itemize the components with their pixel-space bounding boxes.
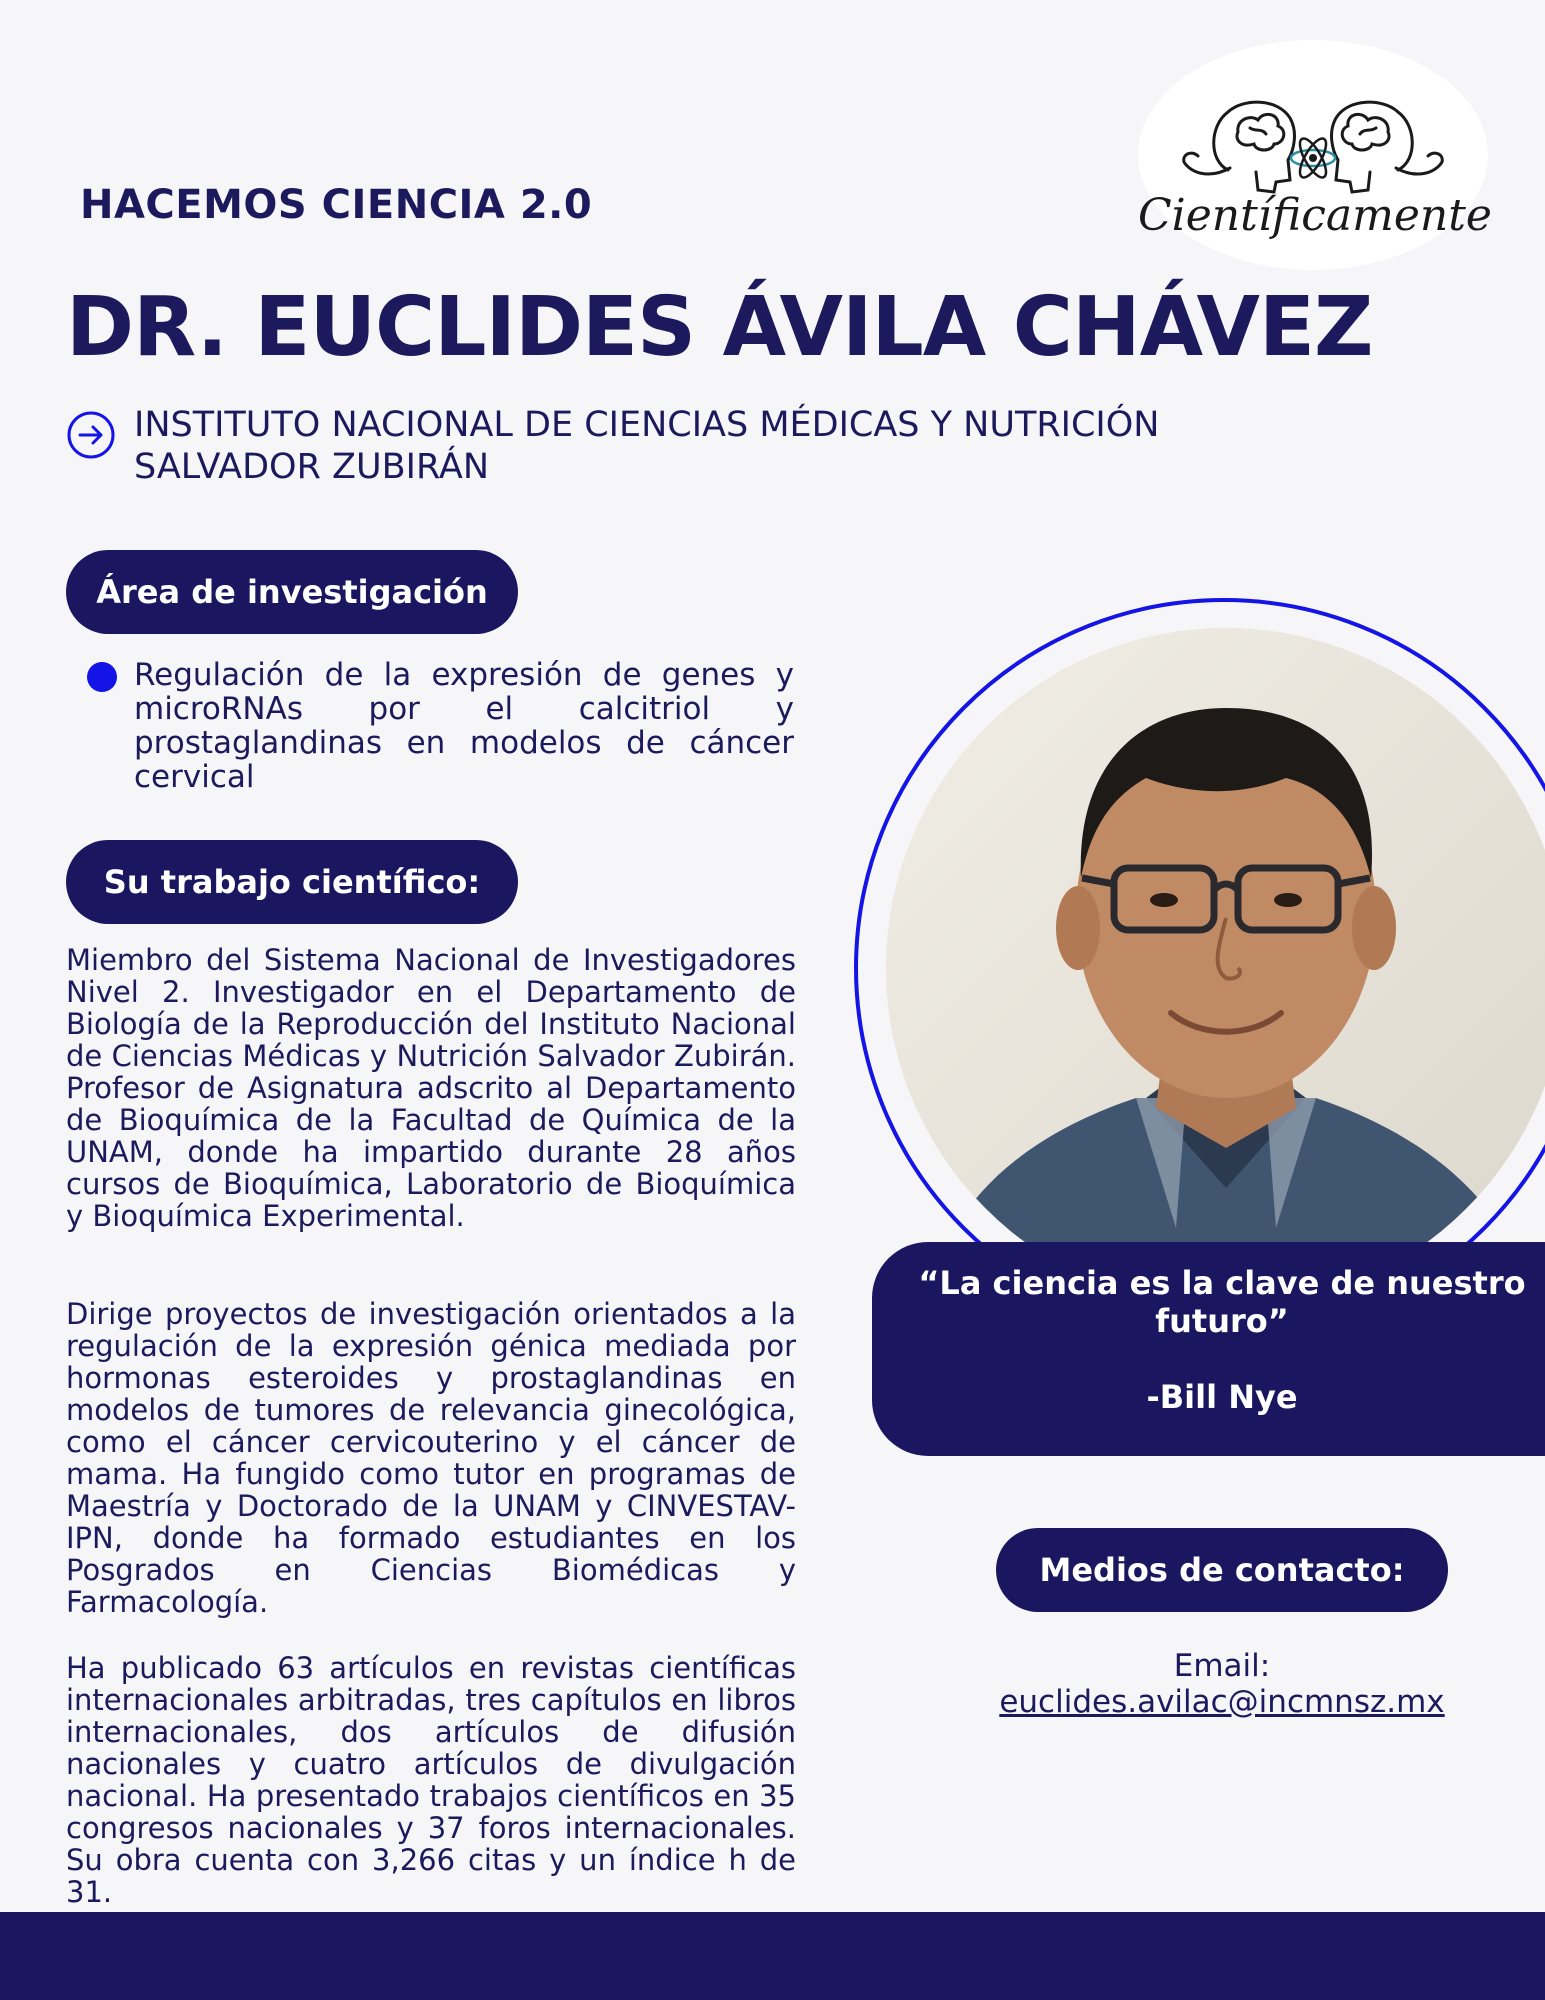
quote-text: “La ciencia es la clave de nuestro futuro” [918,1264,1526,1340]
cientificamente-logo [1138,40,1492,270]
contact-heading: Medios de contacto: [996,1528,1448,1612]
scientific-work-heading: Su trabajo científico: [66,840,518,924]
quote-box [872,1242,1545,1456]
work-paragraph-2: Dirige proyectos de investigación orientados a la regulación de la expresión génica mediada por hormonas esteroides y prostaglandinas en modelos de tumores de relevancia ginecológica, como el cáncer cervicouterino y el cáncer de mama. Ha fungido como tutor en programas de Maestría y Doctorado de la UNAM y CINVESTAV-IPN, donde ha formado estudiantes en los Posgrados en Ciencias Biomédicas y Farmacología. [66,1297,796,1619]
research-area-heading: Área de investigación [66,550,518,634]
institute-name: INSTITUTO NACIONAL DE CIENCIAS MÉDICAS Y NUTRICIÓN SALVADOR ZUBIRÁN [134,405,1160,487]
logo-wordmark: Científicamente [1138,190,1492,241]
research-area-item: Regulación de la expresión de genes y microRNAs por el calcitriol y prostaglandinas en modelos de cáncer cervical [134,657,794,795]
arrow-right-circle-icon [66,410,116,460]
footer-bar [0,1912,1545,2000]
portrait-photo [886,628,1545,1308]
bullet-icon [87,662,117,692]
work-paragraph-3: Ha publicado 63 artículos en revistas científicas internacionales arbitradas, tres capítulos en libros internacionales, dos artículos de difusión nacionales y cuatro artículos de divulgación nacional. Ha presentado trabajos científicos en 35 congresos nacionales y 37 foros internacionales. Su obra cuenta con 3,266 citas y un índice h de 31. [66,1651,796,1909]
work-paragraph-1: Miembro del Sistema Nacional de Investigadores Nivel 2. Investigador en el Departamento de Biología de la Reproducción del Instituto Nacional de Ciencias Médicas y Nutrición Salvador Zubirán. Profesor de Asignatura adscrito al Departamento de Bioquímica de la Facultad de Química de la UNAM, donde ha impartido durante 28 años cursos de Bioquímica, Laboratorio de Bioquímica y Bioquímica Experimental. [66,943,796,1233]
email-link[interactable]: euclides.avilac@incmnsz.mx [999,1684,1445,1720]
person-name: DR. EUCLIDES ÁVILA CHÁVEZ [66,280,1373,375]
quote-author: -Bill Nye [1146,1378,1298,1416]
series-kicker: HACEMOS CIENCIA 2.0 [80,182,593,228]
email-label: Email: [1173,1648,1271,1684]
